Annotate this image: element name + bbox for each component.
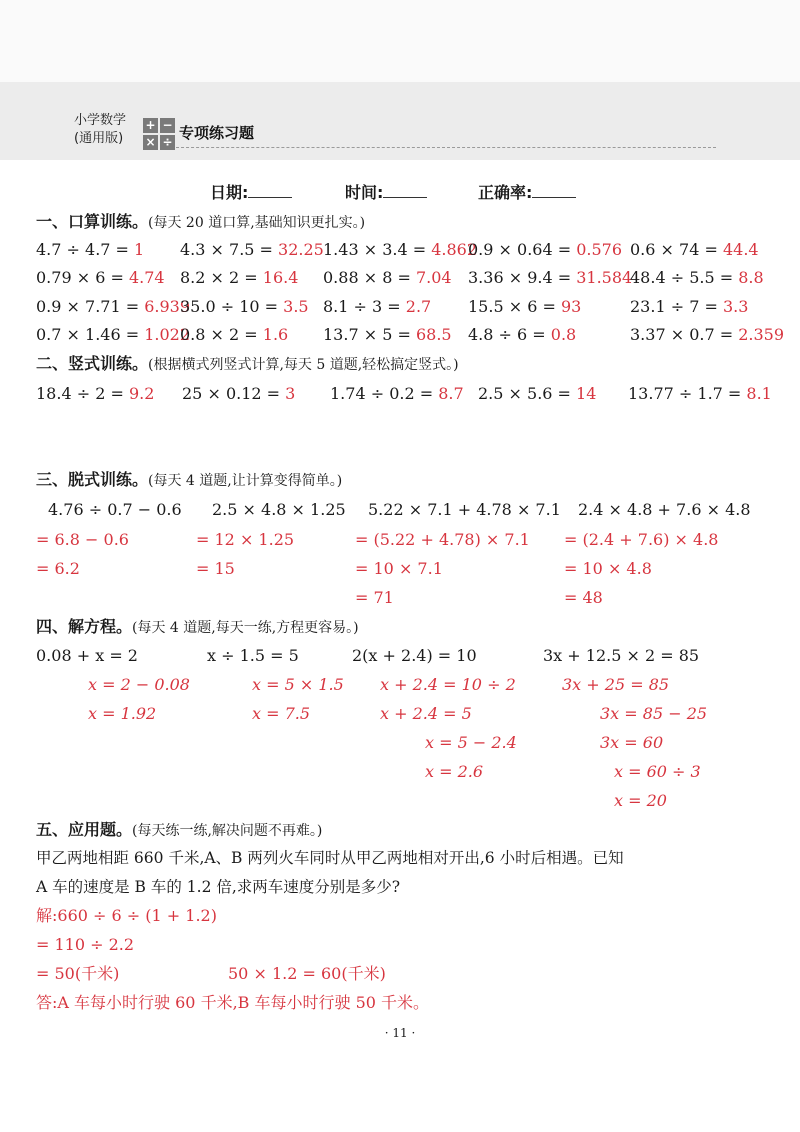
section-2-title: 二、竖式训练。 [36,354,149,373]
section-3-heading [36,470,342,491]
vertical-item: 2.5 × 5.6 = 14 [478,384,597,403]
oral-item: 0.9 × 7.71 = 6.939 [36,297,191,316]
oral-item: 3.37 × 0.7 = 2.359 [630,325,785,344]
answer: 14 [576,384,597,403]
oral-item: 4.3 × 7.5 = 32.25 [180,240,324,259]
section-4-heading [36,617,359,638]
step-line: = 48 [564,588,603,607]
answer-line: 答:A 车每小时行驶 60 千米,B 车每小时行驶 50 千米。 [36,993,430,1012]
step-line: = 71 [355,588,394,607]
oral-item: 0.7 × 1.46 = 1.022 [36,325,191,344]
vertical-item: 18.4 ÷ 2 = 9.2 [36,384,155,403]
section-3-note: (每天 4 道题,让计算变得简单。) [148,473,343,489]
section-2-heading [36,354,459,375]
header-title: 专项练习题 [179,124,255,142]
answer: 8.8 [738,268,764,287]
step-line: = (2.4 + 7.6) × 4.8 [564,530,719,549]
solution-line: = 50(千米) [36,964,120,983]
oral-item: 48.4 ÷ 5.5 = 8.8 [630,268,764,287]
answer: 0.8 [550,325,577,344]
answer: 16.4 [262,268,299,287]
step-line: = 6.8 − 0.6 [36,530,129,549]
equation: 2(x + 2.4) = 10 [352,646,477,665]
solution-line: x + 2.4 = 5 [380,704,472,723]
answer: 3.3 [722,297,749,316]
solution-line: 解:660 ÷ 6 ÷ (1 + 1.2) [36,906,217,925]
section-5-heading [36,820,322,841]
word-problem-line-2: A 车的速度是 B 车的 1.2 倍,求两车速度分别是多少? [36,878,401,896]
oral-item: 3.36 × 9.4 = 31.584 [468,268,633,287]
step-line: = 12 × 1.25 [196,530,295,549]
oral-item: 23.1 ÷ 7 = 3.3 [630,297,749,316]
plus-icon: + [143,118,158,133]
solution-line: = 110 ÷ 2.2 [36,935,135,954]
answer: 44.4 [722,240,759,259]
date-field [210,183,292,203]
equation: 0.08 + x = 2 [36,646,138,665]
answer: 1.022 [144,325,191,344]
top-margin [0,0,800,82]
answer: 9.2 [128,384,155,403]
answer: 6.939 [144,297,191,316]
accuracy-label: 正确率: [478,183,533,202]
oral-item: 8.2 × 2 = 16.4 [180,268,299,287]
date-label: 日期: [210,183,249,202]
answer: 8.7 [438,384,464,403]
equation: 3x + 12.5 × 2 = 85 [543,646,700,665]
oral-item: 0.6 × 74 = 44.4 [630,240,759,259]
solution-line: 50 × 1.2 = 60(千米) [228,964,386,983]
answer: 93 [560,297,582,316]
step-question: 2.5 × 4.8 × 1.25 [212,500,346,519]
section-1-title: 一、口算训练。 [36,212,149,231]
answer: 3.5 [283,297,309,316]
solution-line: x = 5 × 1.5 [252,675,344,694]
answer: 3 [285,384,296,403]
step-line: = 10 × 4.8 [564,559,652,578]
vertical-item: 1.74 ÷ 0.2 = 8.7 [330,384,464,403]
oral-item: 8.1 ÷ 3 = 2.7 [323,297,432,316]
solution-line: x = 5 − 2.4 [425,733,517,752]
oral-item: 0.88 × 8 = 7.04 [323,268,452,287]
step-line: = 10 × 7.1 [355,559,443,578]
date-blank [248,183,292,198]
time-field [345,183,427,203]
answer: 8.1 [746,384,772,403]
solution-line: 3x + 25 = 85 [562,675,670,694]
section-4-note: (每天 4 道题,每天一练,方程更容易。) [132,620,359,636]
time-label: 时间: [345,183,384,202]
operator-icon [143,118,175,150]
answer: 2.7 [405,297,432,316]
solution-line: x = 2 − 0.08 [88,675,190,694]
oral-item: 1.43 × 3.4 = 4.862 [323,240,478,259]
oral-item: 0.9 × 0.64 = 0.576 [468,240,623,259]
word-problem-line-1: 甲乙两地相距 660 千米,A、B 两列火车同时从甲乙两地相对开出,6 小时后相遇。已知 [36,849,624,867]
step-question: 4.76 ÷ 0.7 − 0.6 [48,500,182,519]
brand-line-1: 小学数学 [74,113,127,128]
accuracy-blank [532,183,576,198]
equation: x ÷ 1.5 = 5 [207,646,299,665]
solution-line: x + 2.4 = 10 ÷ 2 [380,675,516,694]
oral-item: 13.7 × 5 = 68.5 [323,325,452,344]
section-4-title: 四、解方程。 [36,617,133,636]
time-blank [383,183,427,198]
series-brand [74,112,126,148]
answer: 4.862 [431,240,478,259]
section-3-title: 三、脱式训练。 [36,470,149,489]
step-question: 2.4 × 4.8 + 7.6 × 4.8 [578,500,751,519]
solution-line: x = 2.6 [425,762,484,781]
answer: 7.04 [415,268,452,287]
section-5-title: 五、应用题。 [36,820,133,839]
oral-item: 4.7 ÷ 4.7 = 1 [36,240,145,259]
divide-icon: ÷ [160,135,175,150]
answer: 2.359 [738,325,785,344]
step-line: = 15 [196,559,235,578]
solution-line: x = 20 [614,791,667,810]
solution-line: x = 7.5 [252,704,311,723]
page-number: · 11 · [384,1026,416,1040]
step-line: = 6.2 [36,559,80,578]
oral-item: 15.5 × 6 = 93 [468,297,582,316]
accuracy-field [478,183,576,203]
answer: 4.74 [128,268,165,287]
oral-item: 4.8 ÷ 6 = 0.8 [468,325,577,344]
times-icon: × [143,135,158,150]
solution-line: 3x = 60 [600,733,664,752]
answer: 31.584 [576,268,633,287]
section-1-heading [36,212,365,233]
header-divider [176,147,716,148]
answer: 0.576 [576,240,623,259]
step-line: = (5.22 + 4.78) × 7.1 [355,530,530,549]
vertical-item: 13.77 ÷ 1.7 = 8.1 [628,384,772,403]
section-1-note: (每天 20 道口算,基础知识更扎实。) [148,215,366,231]
answer: 32.25 [278,240,324,259]
solution-line: x = 1.92 [88,704,157,723]
oral-item: 35.0 ÷ 10 = 3.5 [180,297,309,316]
brand-line-2: (通用版) [74,131,124,146]
solution-line: x = 60 ÷ 3 [614,762,701,781]
section-5-note: (每天练一练,解决问题不再难。) [132,823,323,839]
answer: 68.5 [415,325,452,344]
vertical-item: 25 × 0.12 = 3 [182,384,296,403]
answer: 1 [134,240,145,259]
oral-item: 0.8 × 2 = 1.6 [180,325,289,344]
solution-line: 3x = 85 − 25 [600,704,708,723]
step-question: 5.22 × 7.1 + 4.78 × 7.1 [368,500,561,519]
minus-icon: − [160,118,175,133]
section-2-note: (根据横式列竖式计算,每天 5 道题,轻松搞定竖式。) [148,357,459,373]
oral-item: 0.79 × 6 = 4.74 [36,268,165,287]
answer: 1.6 [262,325,289,344]
